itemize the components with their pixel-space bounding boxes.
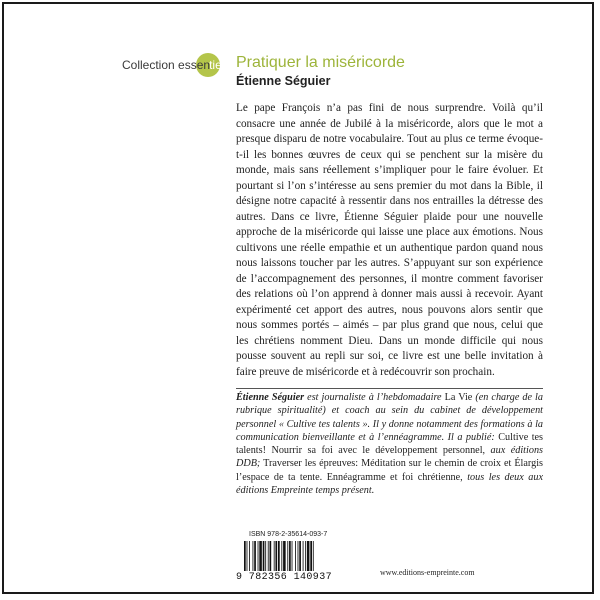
bio-text-6: Traverser les épreuves: Méditation sur le chemin de croix et Élargis l’espace de ta tente. Ennéagramme et foi chrétienne, — [236, 458, 543, 483]
publisher-website: www.editions-empreinte.com — [380, 568, 475, 577]
book-title: Pratiquer la miséricorde — [236, 54, 405, 71]
isbn-label: ISBN 978-2-35614-093-7 — [249, 531, 328, 538]
bio-text-1: est journaliste à l’hebdomadaire — [304, 392, 445, 403]
book-author: Étienne Séguier — [236, 74, 331, 88]
barcode-number: 9 782356 140937 — [236, 572, 333, 583]
author-bio — [236, 391, 543, 497]
bio-text-5: aux éditions DDB; — [236, 445, 543, 470]
collection-label-text: Collection essen — [122, 58, 211, 72]
bio-author-name: Étienne Séguier — [236, 392, 305, 403]
bio-text-3: (en charge de la rubrique spiritualité) et coach au sein du cabinet de développement personnel « Cultive tes talents ». Il y donne notamment des formations à la communication bienveillante et à l’ennéagramme. Il a publié: — [236, 392, 543, 443]
barcode-icon — [244, 541, 334, 571]
bio-text-7: tous les deux aux éditions Empreinte temps présent. — [236, 471, 543, 497]
collection-label — [122, 53, 224, 77]
bio-text-2: La Vie — [444, 392, 473, 403]
blurb-text: Le pape François n’a pas fini de nous surprendre. Voilà qu’il consacre une année de Jubilé à la miséricorde, alors que le mot a presque disparu de notre vocabulaire. Tout au plus ce terme évoque-t-il les bonnes œuvres de ceux qui se penchent sur la misère du monde, mais sans réellement s’impliquer pour le faire évoluer. Et pourtant si l’on s’intéresse au sens premier du mot dans la Bible, il désigne notre capacité à ressentir dans nos entrailles la détresse des autres. Dans ce livre, Étienne Séguier plaide pour une nouvelle approche de la miséricorde qui laisse une place aux émotions. Nous cultivons une réelle empathie et un authentique pardon quand nous nous laissons toucher par les autres. S’appuyant sur son expérience de l’accompagnement des personnes, il montre comment favoriser des relations où l’on apprend à donner mais aussi à recevoir. Ayant expérimenté cet apport des autres, nous pouvons alors sentir que nous sommes portés – aimés – par plus grand que nous, celui que les chrétiens nomment Dieu. Dans un monde difficile qui nous pousse souvent au repli sur soi, ce livre est une belle invitation à faire preuve de miséricorde et à redécouvrir son prochain. — [236, 102, 543, 378]
collection-label-text-highlight: tiel — [209, 58, 225, 72]
bio-text-4: Cultive tes talents! Nourrir sa foi avec le développement personnel, — [236, 431, 544, 457]
book-back-cover — [2, 2, 594, 594]
divider — [236, 388, 543, 389]
